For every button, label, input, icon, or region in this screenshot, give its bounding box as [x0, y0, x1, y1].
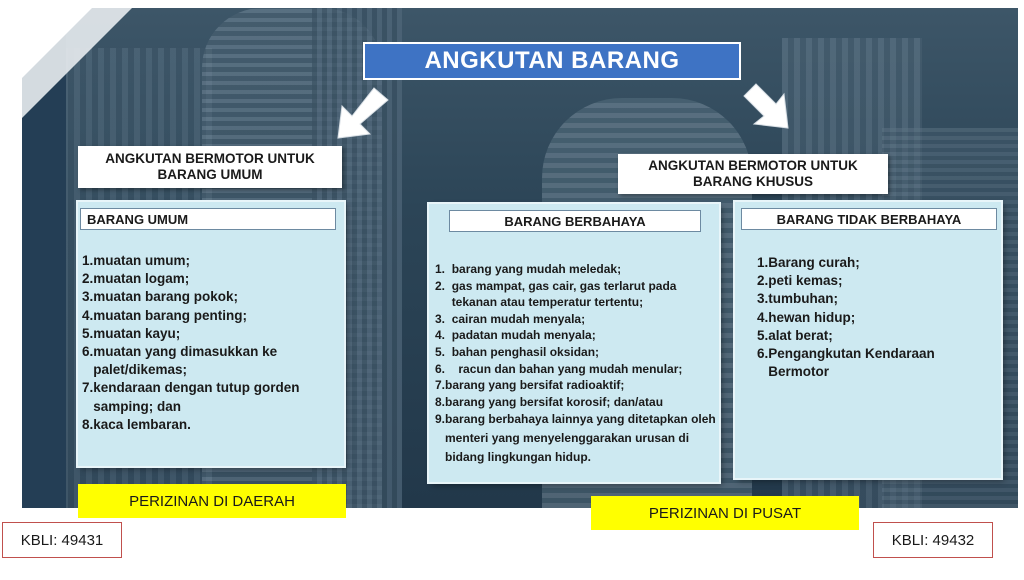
list-item: 2. muatan logam;	[82, 271, 190, 287]
panel-barang-berbahaya	[429, 204, 719, 482]
list-item: 9. barang berbahaya lainnya yang ditetapkan oleh menteri yang menyelenggarakan urusan di bidang lingkungan hidup.	[435, 412, 716, 465]
list-item: 4. muatan barang penting;	[82, 307, 248, 323]
perizinan-pusat-label: PERIZINAN DI PUSAT	[591, 496, 859, 530]
list-item: 3. cairan mudah menyala;	[435, 311, 586, 326]
kbli-code-right: KBLI: 49432	[873, 522, 993, 558]
main-title: ANGKUTAN BARANG	[363, 42, 741, 80]
list-item: 6. muatan yang dimasukkan ke palet/dikemas;	[82, 344, 278, 378]
corner-decoration	[22, 8, 92, 78]
panel-heading: BARANG UMUM	[80, 208, 336, 230]
list-item: 3. tumbuhan;	[757, 291, 839, 307]
list-item: 4. padatan mudah menyala;	[435, 328, 596, 343]
list-item: 1. barang yang mudah meledak;	[435, 262, 622, 276]
list-item: 6. racun dan bahan yang mudah menular;	[435, 361, 683, 376]
arrow-down-left-icon	[336, 86, 396, 142]
perizinan-daerah-label: PERIZINAN DI DAERAH	[78, 484, 346, 518]
list-item: 1. Barang curah;	[757, 255, 860, 270]
panel-heading: BARANG TIDAK BERBAHAYA	[741, 208, 997, 230]
arrow-down-right-icon	[742, 82, 794, 132]
item-list	[757, 254, 997, 381]
list-item: 1. muatan umum;	[82, 253, 191, 268]
panel-heading: BARANG BERBAHAYA	[449, 210, 701, 232]
list-item: 8. barang yang bersifat korosif; dan/atau	[435, 394, 664, 409]
item-list	[82, 252, 340, 434]
list-item: 3. muatan barang pokok;	[82, 289, 239, 305]
list-item: 7. kendaraan dengan tutup gorden samping; dan	[82, 380, 300, 414]
list-item: 5. bahan penghasil oksidan;	[435, 344, 600, 359]
list-item: 7. barang yang bersifat radioaktif;	[435, 378, 625, 393]
list-item: 6. Pengangkutan Kendaraan Bermotor	[757, 346, 935, 380]
panel-barang-tidak-berbahaya	[735, 202, 1001, 478]
panel-barang-umum	[78, 202, 344, 466]
category-barang-umum: ANGKUTAN BERMOTOR UNTUK BARANG UMUM	[78, 146, 342, 188]
list-item: 5. alat berat;	[757, 327, 833, 343]
list-item: 8. kaca lembaran.	[82, 416, 191, 432]
list-item: 2. gas mampat, gas cair, gas terlarut pada tekanan atau temperatur tertentu;	[435, 278, 677, 310]
list-item: 5. muatan kayu;	[82, 325, 181, 341]
list-item: 4. hewan hidup;	[757, 309, 856, 325]
category-barang-khusus: ANGKUTAN BERMOTOR UNTUK BARANG KHUSUS	[618, 154, 888, 194]
item-list	[435, 261, 719, 467]
list-item: 2. peti kemas;	[757, 273, 843, 289]
kbli-code-left: KBLI: 49431	[2, 522, 122, 558]
